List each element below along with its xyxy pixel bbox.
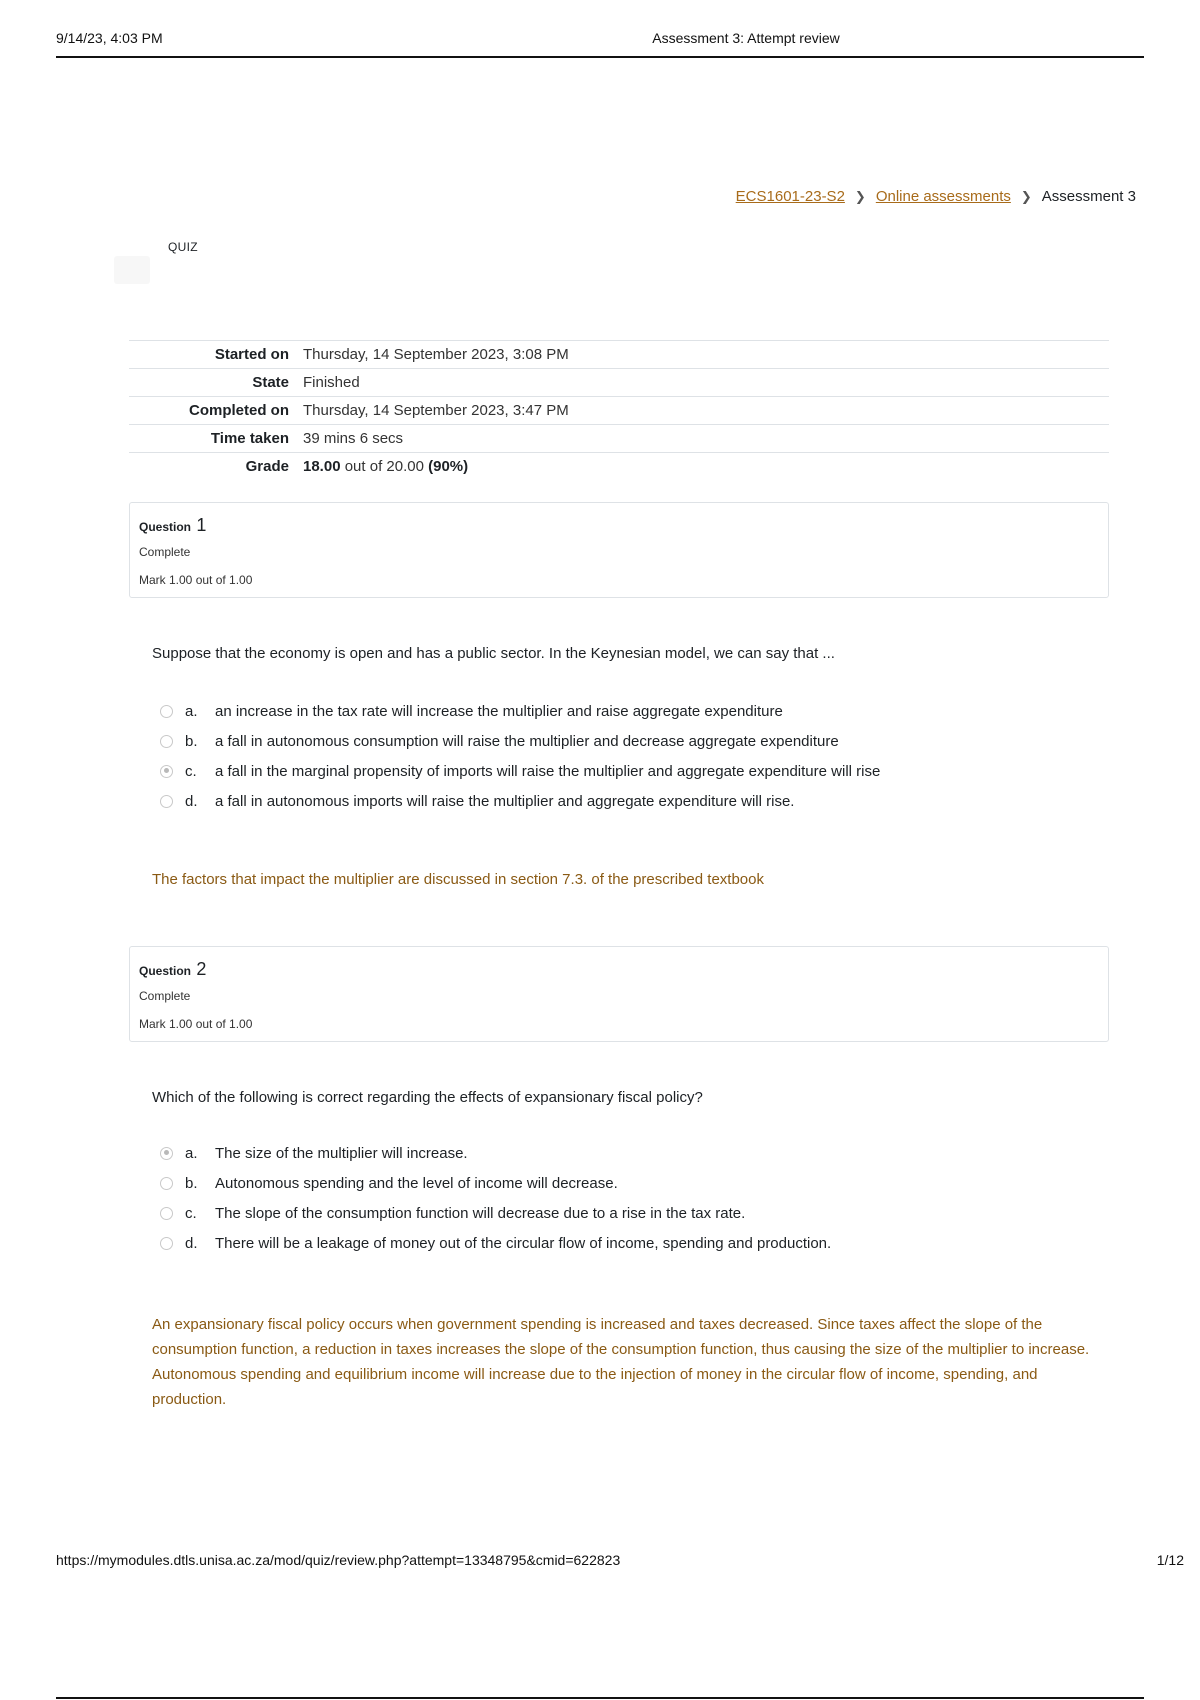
grade-out-of: out of 20.00	[344, 458, 424, 475]
print-title: Assessment 3: Attempt review	[652, 30, 840, 46]
answer-option[interactable]	[160, 696, 880, 726]
answer-letter: b.	[185, 1174, 198, 1192]
answer-letter: b.	[185, 732, 198, 750]
summary-row-time	[129, 425, 1109, 453]
summary-value: Thursday, 14 September 2023, 3:47 PM	[303, 402, 569, 419]
activity-type-label: QUIZ	[168, 240, 198, 254]
attempt-summary-table	[129, 340, 1109, 480]
radio-button[interactable]	[160, 705, 173, 718]
question-state: Complete	[139, 989, 191, 1003]
answer-option[interactable]	[160, 1168, 831, 1198]
breadcrumb-current: Assessment 3	[1041, 188, 1136, 205]
answer-option[interactable]	[160, 726, 880, 756]
answer-text: The size of the multiplier will increase.	[215, 1144, 468, 1162]
answer-option[interactable]	[160, 1138, 831, 1168]
print-url: https://mymodules.dtls.unisa.ac.za/mod/quiz/review.php?attempt=13348795&cmid=622823	[56, 1552, 621, 1568]
question-grade: Mark 1.00 out of 1.00	[139, 573, 253, 587]
answer-option[interactable]	[160, 756, 880, 786]
radio-button-selected[interactable]	[160, 765, 173, 778]
answer-option[interactable]	[160, 1228, 831, 1258]
summary-label: Started on	[214, 346, 289, 363]
answer-text: Autonomous spending and the level of income will decrease.	[215, 1174, 618, 1192]
question-num: 2	[196, 959, 207, 979]
summary-value: 39 mins 6 secs	[303, 430, 404, 447]
question-number	[139, 515, 206, 536]
radio-button[interactable]	[160, 795, 173, 808]
breadcrumb	[736, 188, 1136, 205]
answer-text: an increase in the tax rate will increase the multiplier and raise aggregate expenditure	[215, 702, 783, 720]
summary-row-started	[129, 341, 1109, 369]
radio-button[interactable]	[160, 735, 173, 748]
answer-letter: a.	[185, 1144, 198, 1162]
page-number: 1/12	[1156, 1552, 1184, 1568]
radio-button[interactable]	[160, 1237, 173, 1250]
answer-letter: d.	[185, 1234, 198, 1252]
question-1-info	[129, 502, 1109, 598]
summary-label: Grade	[245, 458, 289, 475]
breadcrumb-course-link[interactable]: ECS1601-23-S2	[735, 188, 845, 205]
question-1-feedback: The factors that impact the multiplier are discussed in section 7.3. of the prescribed textbook	[152, 871, 764, 888]
question-2-info	[129, 946, 1109, 1042]
radio-button[interactable]	[160, 1207, 173, 1220]
question-label: Question	[139, 964, 192, 978]
question-2-answers	[160, 1138, 831, 1258]
question-grade: Mark 1.00 out of 1.00	[139, 1017, 253, 1031]
grade-percent: (90%)	[428, 458, 469, 475]
print-date: 9/14/23, 4:03 PM	[56, 30, 163, 46]
question-1-text: Suppose that the economy is open and has a public sector. In the Keynesian model, we can say that ...	[152, 645, 835, 662]
quiz-icon	[114, 256, 150, 284]
summary-row-completed	[129, 397, 1109, 425]
answer-letter: c.	[185, 1204, 197, 1222]
summary-label: Time taken	[210, 430, 289, 447]
answer-letter: c.	[185, 762, 197, 780]
chevron-right-icon: ❯	[1020, 188, 1032, 204]
answer-option[interactable]	[160, 786, 880, 816]
summary-label: Completed on	[189, 402, 289, 419]
answer-letter: a.	[185, 702, 198, 720]
answer-text: a fall in autonomous imports will raise the multiplier and aggregate expenditure will rise.	[215, 792, 795, 810]
question-2-text: Which of the following is correct regarding the effects of expansionary fiscal policy?	[152, 1089, 703, 1106]
answer-text: a fall in the marginal propensity of imports will raise the multiplier and aggregate expenditure will rise	[215, 762, 881, 780]
question-state: Complete	[139, 545, 191, 559]
radio-button[interactable]	[160, 1177, 173, 1190]
breadcrumb-online-assessments-link[interactable]: Online assessments	[875, 188, 1011, 205]
answer-text: There will be a leakage of money out of the circular flow of income, spending and production.	[215, 1234, 832, 1252]
summary-row-state	[129, 369, 1109, 397]
answer-letter: d.	[185, 792, 198, 810]
summary-value: Finished	[303, 374, 360, 391]
summary-value: Thursday, 14 September 2023, 3:08 PM	[303, 346, 569, 363]
header-divider	[56, 56, 1144, 58]
answer-option[interactable]	[160, 1198, 831, 1228]
question-2-feedback: An expansionary fiscal policy occurs when government spending is increased and taxes decreased. Since taxes affect the slope of the consumption function, a reduction in taxes increases the slope of the consumption function, thus causing the size of the multiplier to increase. Autonomous spending and equilibrium income will increase due to the injection of money in the circular flow of income, spending, and production.	[152, 1316, 1090, 1408]
answer-text: The slope of the consumption function will decrease due to a rise in the tax rate.	[215, 1204, 746, 1222]
question-num: 1	[196, 515, 207, 535]
grade-score: 18.00	[303, 458, 341, 475]
question-label: Question	[139, 520, 192, 534]
footer-divider	[56, 1697, 1144, 1699]
question-1-answers	[160, 696, 880, 816]
chevron-right-icon: ❯	[854, 188, 866, 204]
answer-text: a fall in autonomous consumption will raise the multiplier and decrease aggregate expenditure	[215, 732, 839, 750]
grade-value	[303, 453, 1109, 481]
summary-label: State	[252, 374, 289, 391]
radio-button-selected[interactable]	[160, 1147, 173, 1160]
question-number	[139, 959, 206, 980]
summary-row-grade	[129, 453, 1109, 481]
